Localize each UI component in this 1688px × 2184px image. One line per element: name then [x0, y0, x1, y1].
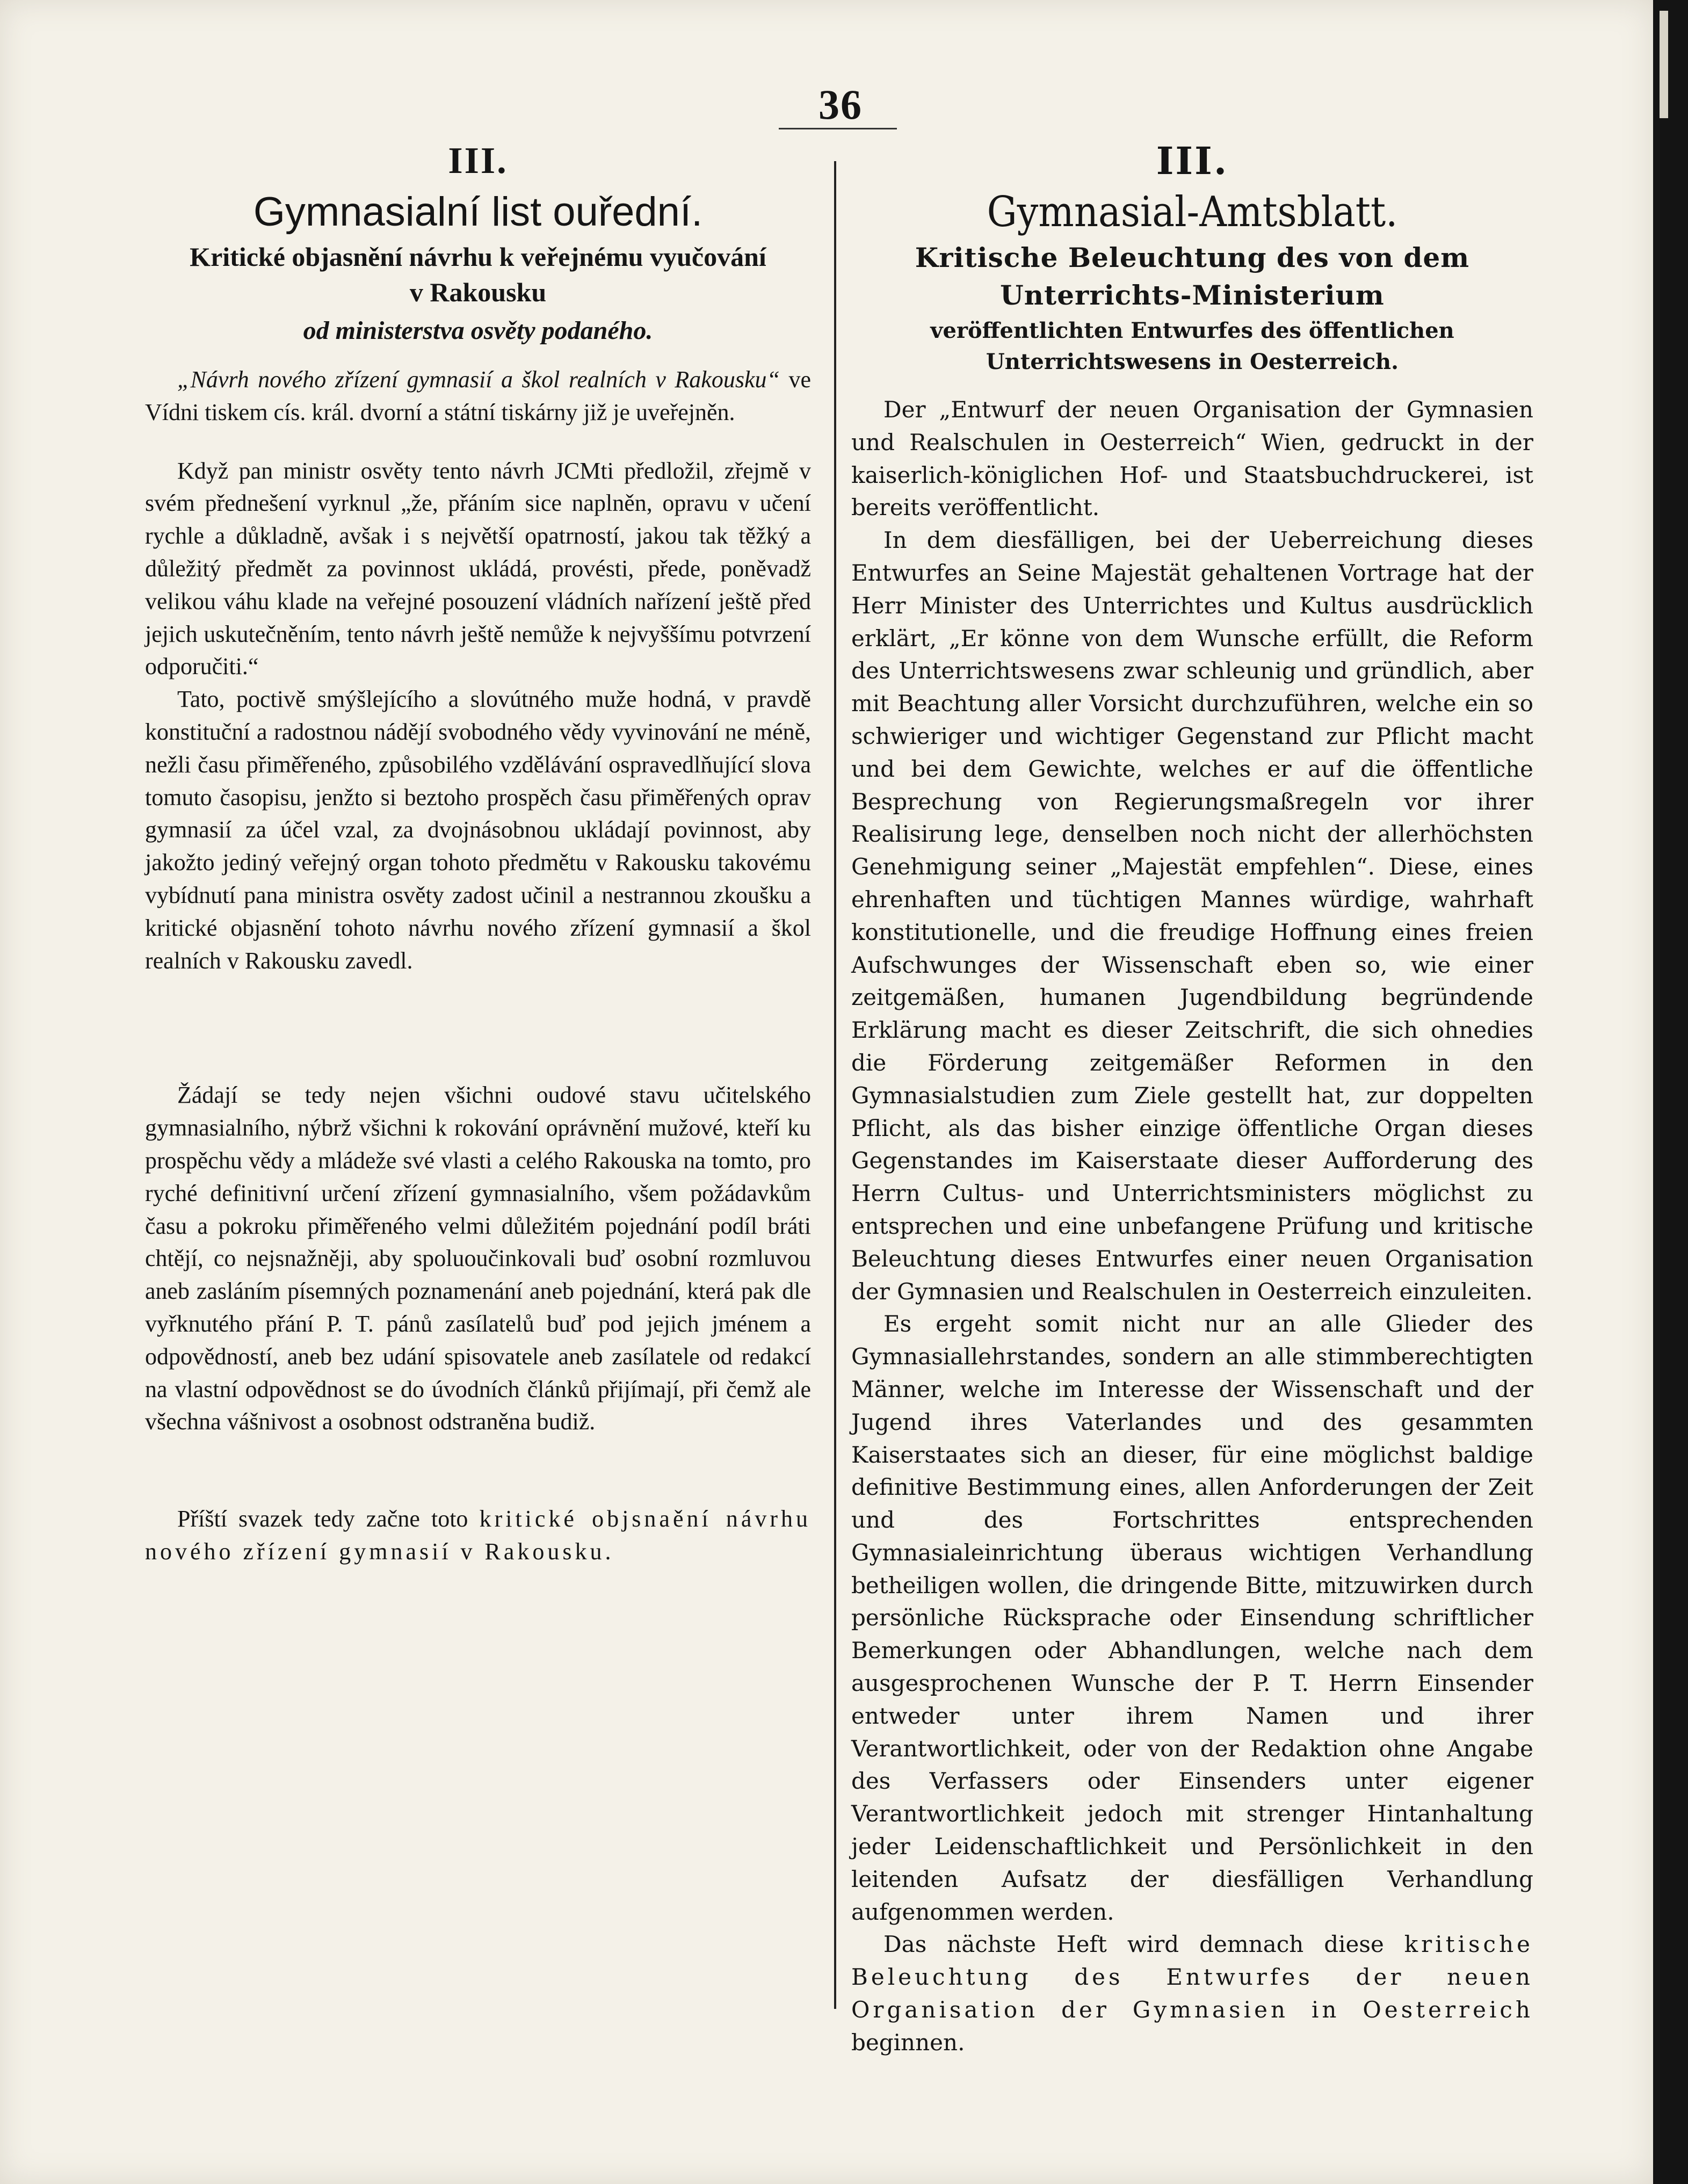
section-title: Gymnasialní list ouřední. [253, 189, 703, 235]
paragraph-1 [145, 364, 811, 429]
paragraph-5 [145, 1503, 811, 1568]
paragraph-3: Tato, poctivě smýšlejícího a slovútného muže hodná, v pravdě konstituční a radostnou nádějí svobodného vědy vyvinování ne méně, nežli času přiměřeného, způsobilého vzdělávání ospravedlňující slova tomuto časopisu, jenžto si beztoho prospěch času přiměřených oprav gymnasií za účel vzal, za dvojnásobnou ukládají povinnost, aby jakožto jediný veřejný organ tohoto předmětu v Rakousku takovému vybídnutí pana ministra osvěty zadost učinil a nestrannou zkoušku a kritické objasnění tohoto návrhu nového zřízení gymnasií a škol realních v Rakousku zavedl. [145, 686, 811, 974]
subtitle-line-1: Kritické objasnění návrhu k veřejnému vyučování [190, 242, 766, 272]
column-divider [834, 161, 836, 2009]
paragraph-4-spaced: kritische Beleuchtung des Entwurfes der neuen Organisation der Gymnasien in Oesterreich [851, 1931, 1533, 2023]
subtitle-line-1: Kritische Beleuchtung des von dem [915, 242, 1470, 273]
binding-edge [1660, 11, 1668, 118]
german-column [851, 137, 1533, 2059]
section-title: Gymnasial-Amtsblatt. [987, 188, 1398, 236]
czech-column [145, 137, 811, 1568]
paragraph-4 [851, 1928, 1533, 2059]
page-number-rule [779, 128, 897, 129]
paragraph-2: In dem diesfälligen, bei der Ueberreichung dieses Entwurfes an Seine Majestät gehaltenen Vortrage hat der Herr Minister des Unterrichtes und Kultus ausdrücklich erklärt, „Er könne von dem Wunsche erfüllt, die Reform des Unterrichtswesens zwar schleunig und gründlich, aber mit Beachtung aller Vorsicht durchzuführen, welche ein so schwieriger und wichtiger Gegenstand zur Pflicht macht und bei dem Gewichte, welches er auf die öffentliche Besprechung von Regierungsmaßregeln vor ihrer Realisirung lege, denselben noch nicht der allerhöchsten Genehmigung seiner „Majestät empfehlen“. Diese, eines ehrenhaften und tüchtigen Mannes würdige, wahrhaft konstitutionelle, und die freudige Hoffnung eines freien Aufschwunges der Wissenschaft eben so, wie einer zeitgemäßen, humanen Jugendbildung begründende Erklärung macht es dieser Zeitschrift, die sich ohnedies die Förderung zeitgemäßer Reformen in den Gymnasialstudien zum Ziele gestellt hat, zur doppelten Pflicht, als das bisher einzige öffentliche Organ dieses Gegenstandes im Kaiserstaate dieser Aufforderung des Herrn Cultus- und Unterrichtsministers möglichst zu entsprechen und eine unbefangene Prüfung und kritische Beleuchtung dieses Entwurfes einer neuen Organisation der Gymnasien und Realschulen in Oesterreich einzuleiten. [851, 527, 1533, 1305]
subtitle-line-2: Unterrichts-Ministerium [1000, 279, 1385, 311]
paragraph-5-text: Příští svazek tedy začne toto [177, 1506, 480, 1532]
paragraph-2: Když pan ministr osvěty tento návrh JCMti předložil, zřejmě v svém přednešení vyrknul „že, přáním sice naplněn, opravu v učení rychle a důkladně, avšak i s největší opatrností, jakou tak těžký a důležitý předmět za povinnost ukládá, provésti, přede, poněvadž velikou váhu klade na veřejné posouzení vládních nařízení ještě před jejich uskutečněním, tento návrh ještě nemůže k nejvyššímu potvrzení odporučiti.“ [145, 457, 811, 680]
paragraph-1: Der „Entwurf der neuen Organisation der Gymnasien und Realschulen in Oesterreich“ Wien, gedruckt in der kaiserlich-königlichen Hof- und Staatsbuchdruckerei, ist bereits veröffentlicht. [851, 396, 1533, 521]
subtitle-small: veröffentlichten Entwurfes des öffentlichen Unterrichtswesens in Oesterreich. [930, 318, 1454, 374]
subtitle-line-2: v Rakousku [409, 277, 547, 307]
paragraph-4-end: beginnen. [851, 2029, 965, 2056]
page-number: 36 [818, 81, 863, 128]
paragraph-4-text: Das nächste Heft wird demnach diese [883, 1931, 1404, 1958]
paragraph-4: Žádají se tedy nejen všichni oudové stavu učitelského gymnasialního, nýbrž všichni k rokování oprávnění mužové, kteří ku prospěchu vědy a mládeže své vlasti a celého Rakouska na tomto, pro ryché definitivní určení zřízení gymnasialního, všem požádavkům času a pokroku přiměřeného velmi důležitém pojednání podíl bráti chtějí, co nejsnažněji, aby spoluoučinkovali buď osobní rozmluvou aneb zasláním písemných poznamenání aneb pojednání, která pak dle vyřknutého přání P. T. pánů zasílatelů buď pod jejich jménem a odpovědností, aneb bez udání spisovatele aneb zasílatele od redakcí na vlastní odpovědnost se do úvodních článků přijímají, při čemž ale všechna vášnivost a osobnost odstraněna budiž. [145, 1082, 811, 1435]
paragraph-1-text: ve Vídni tiskem cís. král. dvorní a státní tiskárny již je uveřejněn. [145, 366, 811, 425]
paragraph-3: Es ergeht somit nicht nur an alle Glieder des Gymnasiallehrstandes, sondern an alle stimmberechtigten Männer, welche im Interesse der Wissenschaft und der Jugend ihres Vaterlandes und des gesammten Kaiserstaates sich an dieser, für eine möglichst baldige definitive Bestimmung eines, allen Anforderungen der Zeit und des Fortschrittes entsprechenden Gymnasialeinrichtung überaus wichtigen Verhandlung betheiligen wollen, die dringende Bitte, mitzuwirken durch persönliche Rücksprache oder Einsendung schriftlicher Bemerkungen oder Abhandlungen, welche nach dem ausgesprochenen Wunsche der P. T. Herrn Einsender entweder unter ihrem Namen und ihrer Verantwortlichkeit, oder von der Redaktion ohne Angabe des Verfassers oder Einsenders unter eigener Verantwortlichkeit jedoch mit strenger Hintanhaltung jeder Leidenschaftlichkeit und Persönlichkeit in den leitenden Aufsatz der diesfälligen Verhandlung aufgenommen werden. [851, 1311, 1533, 1925]
section-number: III. [448, 140, 508, 182]
draft-title-italic: „Návrh nového zřízení gymnasií a škol realních v Rakousku“ [177, 366, 780, 393]
paragraph-5-spaced: kritické objsnaění návrhu nového zřízení gymnasií v Rakousku. [145, 1506, 812, 1565]
section-number: III. [1156, 139, 1229, 183]
subtitle-italic: od ministerstva osvěty podaného. [303, 316, 653, 345]
